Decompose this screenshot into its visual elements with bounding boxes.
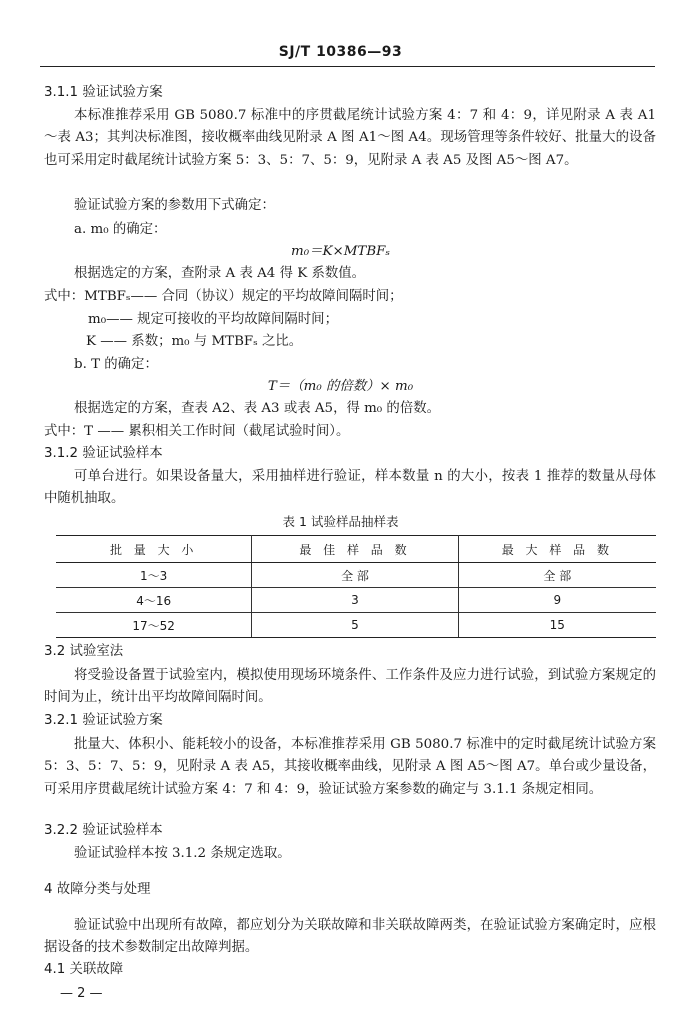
section-3-1-2-paragraph: 可单台进行。如果设备量大，采用抽样进行验证，样本数量 n 的大小，按表 1 推荐的数量从母体中随机抽取。: [44, 469, 656, 507]
table-cell: 17～52: [56, 613, 252, 638]
where-mtbfs: 式中：MTBFₛ—— 合同（协议）规定的平均故障间隔时间；: [44, 289, 403, 304]
table-cell: 1～3: [56, 563, 252, 588]
section-3-2-2-paragraph: 验证试验样本按 3.1.2 条规定选取。: [74, 846, 291, 861]
formula-t: T＝（m₀ 的倍数）× m₀: [267, 379, 414, 394]
table-cell: 4～16: [56, 588, 252, 613]
section-3-2-heading: 3.2 试验室法: [44, 644, 124, 659]
table-cell: 全 部: [252, 563, 458, 588]
section-4-paragraph: 验证试验中出现所有故障，都应划分为关联故障和非关联故障两类，在验证试验方案确定时，应根据设备的技术参数制定出故障判据。: [44, 918, 656, 956]
item-b-label: b. T 的确定：: [74, 357, 158, 372]
section-3-2-1-paragraph: 批量大、体积小、能耗较小的设备，本标准推荐采用 GB 5080.7 标准中的定时截尾统计试验方案 5：3、5：7、5：9，见附录 A 表 A5，其接收概率曲线，见附录 A 图 A5～图 A7。单台或少量设备，可采用序贯截尾统计试验方案 4：7 和 4：9，验证试验方案参数的确定与 3.1.1 条规定相同。: [44, 737, 656, 797]
table-cell: 全 部: [458, 563, 656, 588]
table-header-row: [56, 536, 656, 563]
section-3-1-1-paragraph: 本标准推荐采用 GB 5080.7 标准中的序贯截尾统计试验方案 4：7 和 4：9，详见附录 A 表 A1～表 A3；其判决标准图，接收概率曲线见附录 A 图 A1～图 A4。现场管理等条件较好、批量大的设备也可采用定时截尾统计试验方案 5：3、5：7、5：9，见附录 A 表 A5 及图 A5～图 A7。: [44, 108, 656, 168]
header-best-sample: 最 佳 样 品 数: [252, 536, 458, 563]
section-4-1-heading: 4.1 关联故障: [44, 962, 124, 977]
standard-code-header: SJ/T 10386—93: [278, 44, 403, 60]
where-m0: m₀—— 规定可接收的平均故障间隔时间；: [88, 312, 338, 327]
section-3-2-2-heading: 3.2.2 验证试验样本: [44, 823, 163, 838]
header-max-sample: 最 大 样 品 数: [458, 536, 656, 563]
table-row: [56, 563, 656, 588]
table-cell: 15: [458, 613, 656, 638]
section-3-1-2-heading: 3.1.2 验证试验样本: [44, 446, 163, 461]
where-t: 式中：T —— 累积相关工作时间（截尾试验时间）。: [44, 424, 350, 439]
section-3-2-1-heading: 3.2.1 验证试验方案: [44, 713, 163, 728]
page-number: — 2 —: [60, 986, 103, 1001]
where-k: K —— 系数；m₀ 与 MTBFₛ 之比。: [86, 334, 303, 349]
table-cell: 5: [252, 613, 458, 638]
header-rule: [40, 66, 655, 67]
parameter-intro: 验证试验方案的参数用下式确定：: [74, 198, 275, 213]
table-cell: 3: [252, 588, 458, 613]
sample-size-table: [56, 535, 656, 638]
table-cell: 9: [458, 588, 656, 613]
table-row: [56, 613, 656, 638]
section-3-1-1-heading: 3.1.1 验证试验方案: [44, 85, 163, 100]
header-batch-size: 批 量 大 小: [56, 536, 252, 563]
section-4-heading: 4 故障分类与处理: [44, 882, 151, 897]
table-1-caption: 表 1 试验样品抽样表: [282, 514, 399, 529]
item-a-label: a. m₀ 的确定：: [74, 222, 167, 237]
k-lookup-text: 根据选定的方案，查附录 A 表 A4 得 K 系数值。: [74, 266, 366, 281]
table-row: [56, 588, 656, 613]
formula-m0: m₀＝K×MTBFₛ: [291, 244, 390, 259]
section-3-2-paragraph: 将受验设备置于试验室内，模拟使用现场环境条件、工作条件及应力进行试验，到试验方案规定的时间为止，统计出平均故障间隔时间。: [44, 668, 656, 706]
multiple-lookup-text: 根据选定的方案，查表 A2、表 A3 或表 A5，得 m₀ 的倍数。: [74, 401, 440, 416]
